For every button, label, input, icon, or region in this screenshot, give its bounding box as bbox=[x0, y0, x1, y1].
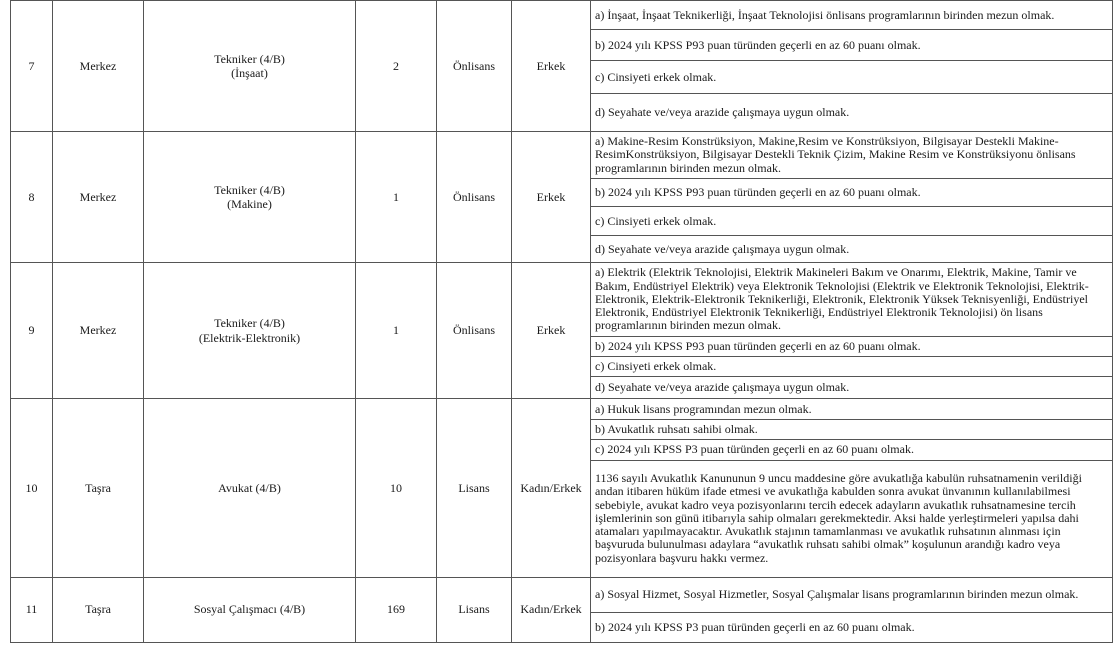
row-number: 7 bbox=[11, 1, 53, 132]
condition-cell: b) 2024 yılı KPSS P93 puan türünden geçerli en az 60 puanı olmak. bbox=[591, 179, 1113, 207]
education-cell: Önlisans bbox=[437, 1, 512, 132]
education-cell: Önlisans bbox=[437, 132, 512, 263]
condition-cell: a) İnşaat, İnşaat Teknikerliği, İnşaat Teknolojisi önlisans programlarının birinden mezun olmak. bbox=[591, 1, 1113, 30]
condition-cell: a) Sosyal Hizmet, Sosyal Hizmetler, Sosyal Çalışmalar lisans programlarının birinden mezun olmak. bbox=[591, 577, 1113, 612]
condition-cell: d) Seyahate ve/veya arazide çalışmaya uygun olmak. bbox=[591, 377, 1113, 399]
location-cell: Merkez bbox=[53, 263, 144, 399]
condition-cell: b) Avukatlık ruhsatı sahibi olmak. bbox=[591, 420, 1113, 440]
title-cell bbox=[144, 132, 356, 263]
condition-cell: a) Hukuk lisans programından mezun olmak. bbox=[591, 399, 1113, 420]
gender-cell: Erkek bbox=[512, 132, 591, 263]
condition-cell: b) 2024 yılı KPSS P3 puan türünden geçerli en az 60 puanı olmak. bbox=[591, 612, 1113, 642]
location-cell: Merkez bbox=[53, 1, 144, 132]
gender-cell: Erkek bbox=[512, 1, 591, 132]
condition-note: 1136 sayılı Avukatlık Kanununun 9 uncu maddesine göre avukatlığa kabulün ruhsatnamenin verildiği andan itibaren hüküm ifade etmesi ve avukatlığa kabulden sonra avukat ünvanının kullanılabilmesi sebebiyle, avukat kadro veya pozisyonlarını tercih edecek adayların avukatlık ruhsatnamesine tercih işlemlerinin son günü itibarıyla sahip olmaları gerekmektedir. Aksi halde yerleştirmeleri yapılsa dahi atamaları yapılmayacaktır. Avukatlık stajının tamamlanması ve avukatlık ruhsatının alınması için başvuruda bulunulması adaylara “avukatlık ruhsatı sahibi olmak” koşulunun arandığı kadro veya pozisyonlara başvuru hakkı vermez. bbox=[591, 460, 1113, 577]
count-cell: 2 bbox=[356, 1, 437, 132]
condition-cell: d) Seyahate ve/veya arazide çalışmaya uygun olmak. bbox=[591, 236, 1113, 263]
count-cell: 169 bbox=[356, 577, 437, 642]
gender-cell: Kadın/Erkek bbox=[512, 399, 591, 578]
condition-cell: c) Cinsiyeti erkek olmak. bbox=[591, 357, 1113, 377]
condition-cell: a) Elektrik (Elektrik Teknolojisi, Elektrik Makineleri Bakım ve Onarımı, Elektrik, Makine, Tamir ve Bakım, Endüstriyel Elektrik) veya Elektronik Teknolojisi (Elektrik ve Elektronik Teknolojisi, Elektrik-Elektronik, Elektrik-Elektronik Teknikerliği, Elektronik, Elektronik Yüksek Teknisyenliği, Endüstriyel Elektronik, Endüstriyel Elektronik Teknikerliği, Endüstriyel Elektronik Teknolojisi) ön lisans programlarının birinden mezun olmak. bbox=[591, 263, 1113, 337]
title-text: Tekniker (4/B) (İnşaat) bbox=[214, 51, 285, 80]
title-cell bbox=[144, 1, 356, 132]
positions-table bbox=[10, 0, 1113, 643]
row-number: 11 bbox=[11, 577, 53, 642]
location-cell: Merkez bbox=[53, 132, 144, 263]
condition-cell: c) Cinsiyeti erkek olmak. bbox=[591, 61, 1113, 94]
row-number: 9 bbox=[11, 263, 53, 399]
title-cell: Avukat (4/B) bbox=[144, 399, 356, 578]
title-cell: Sosyal Çalışmacı (4/B) bbox=[144, 577, 356, 642]
condition-cell: b) 2024 yılı KPSS P93 puan türünden geçerli en az 60 puanı olmak. bbox=[591, 337, 1113, 357]
row-number: 10 bbox=[11, 399, 53, 578]
table-body bbox=[11, 1, 1113, 643]
gender-cell: Kadın/Erkek bbox=[512, 577, 591, 642]
education-cell: Lisans bbox=[437, 577, 512, 642]
location-cell: Taşra bbox=[53, 577, 144, 642]
count-cell: 1 bbox=[356, 132, 437, 263]
condition-cell: c) 2024 yılı KPSS P3 puan türünden geçerli en az 60 puanı olmak. bbox=[591, 439, 1113, 460]
condition-cell: a) Makine-Resim Konstrüksiyon, Makine,Resim ve Konstrüksiyon, Bilgisayar Destekli Makine-ResimKonstrüksiyon, Bilgisayar Destekli Teknik Çizim, Makine Resim ve Konstrüksiyonu önlisans programlarının birinden mezun olmak. bbox=[591, 132, 1113, 179]
title-cell bbox=[144, 263, 356, 399]
gender-cell: Erkek bbox=[512, 263, 591, 399]
condition-cell: c) Cinsiyeti erkek olmak. bbox=[591, 207, 1113, 236]
condition-cell: d) Seyahate ve/veya arazide çalışmaya uygun olmak. bbox=[591, 94, 1113, 132]
condition-cell: b) 2024 yılı KPSS P93 puan türünden geçerli en az 60 puanı olmak. bbox=[591, 30, 1113, 61]
location-cell: Taşra bbox=[53, 399, 144, 578]
row-number: 8 bbox=[11, 132, 53, 263]
title-text: Tekniker (4/B) (Elektrik-Elektronik) bbox=[198, 316, 301, 345]
count-cell: 1 bbox=[356, 263, 437, 399]
count-cell: 10 bbox=[356, 399, 437, 578]
education-cell: Önlisans bbox=[437, 263, 512, 399]
education-cell: Lisans bbox=[437, 399, 512, 578]
title-text: Tekniker (4/B) (Makine) bbox=[214, 182, 285, 211]
